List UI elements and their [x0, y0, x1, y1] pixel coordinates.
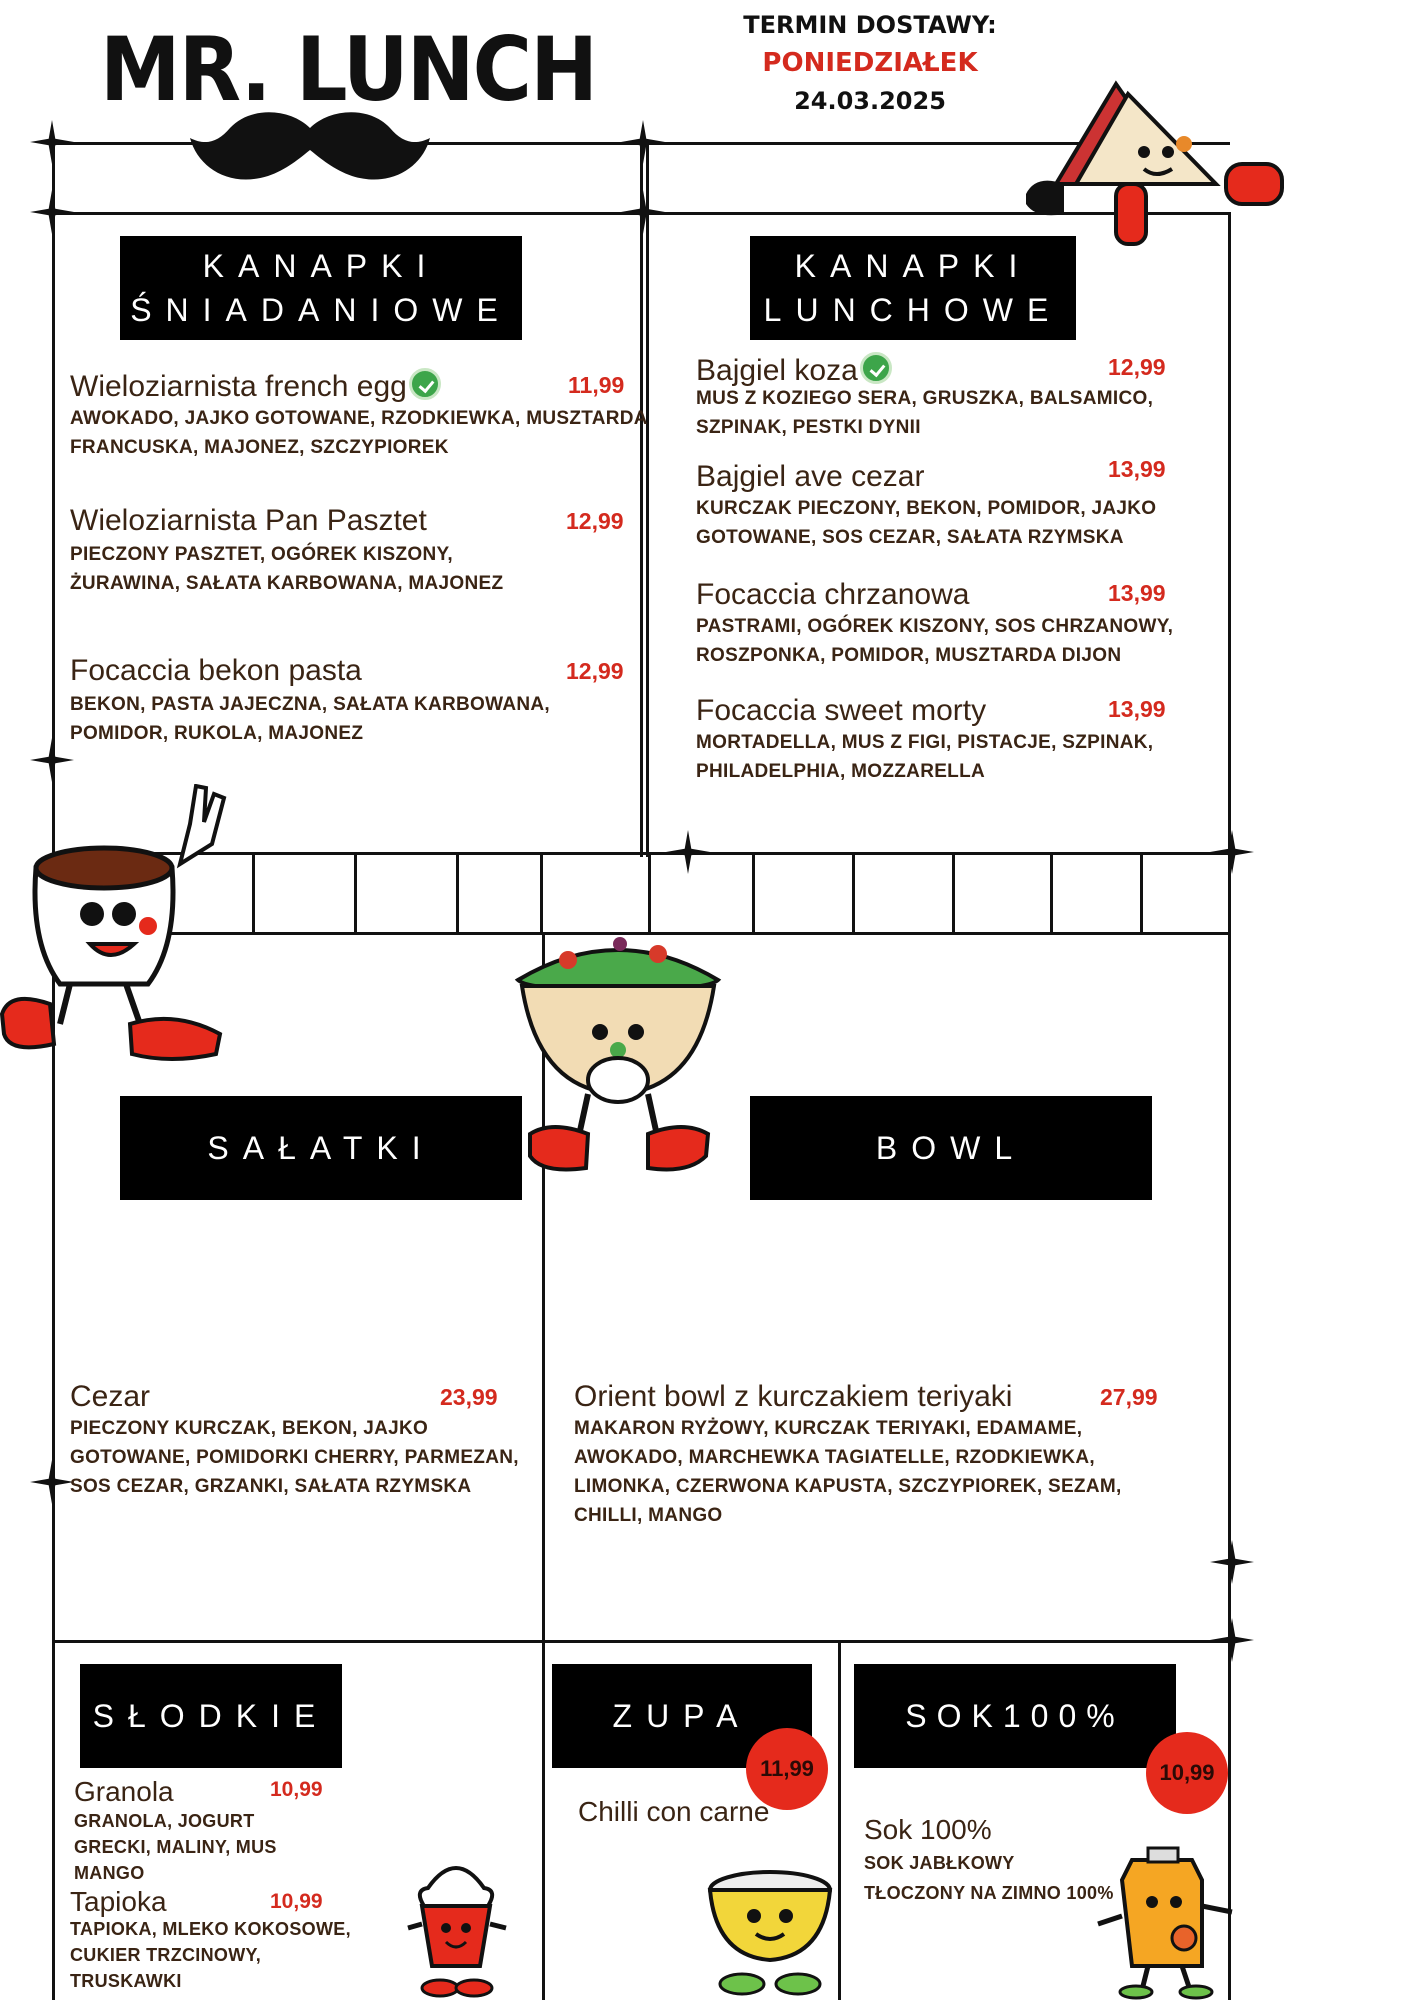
sparkle-icon [1210, 1618, 1254, 1662]
sparkle-icon [1210, 1540, 1254, 1584]
menu-item-name: Orient bowl z kurczakiem teriyaki [574, 1380, 1013, 1413]
delivery-day: PONIEDZIAŁEK [762, 48, 978, 78]
menu-item-desc: PIECZONY PASZTET, OGÓREK KISZONY, ŻURAWINA, SAŁATA KARBOWANA, MAJONEZ [70, 544, 504, 594]
menu-item-desc: MUS Z KOZIEGO SERA, GRUSZKA, BALSAMICO, SZPINAK, PESTKI DYNII [696, 388, 1154, 438]
menu-item-name: Focaccia bekon pasta [70, 654, 362, 687]
section-title-lunch [750, 236, 1076, 340]
menu-item-price: 11,99 [568, 372, 625, 398]
menu-item-price: 12,99 [1108, 354, 1166, 380]
menu-item-desc: PASTRAMI, OGÓREK KISZONY, SOS CHRZANOWY, ROSZPONKA, POMIDOR, MUSZTARDA DIJON [696, 616, 1174, 666]
menu-item-price: 10,99 [270, 1778, 323, 1801]
menu-item-desc: PIECZONY KURCZAK, BEKON, JAJKO GOTOWANE, POMIDORKI CHERRY, PARMEZAN, SOS CEZAR, GRZANKI, SAŁATA RZYMSKA [70, 1418, 519, 1497]
menu-item-price: 12,99 [566, 508, 624, 534]
ladder-rung [252, 852, 255, 934]
section-title-breakfast [120, 236, 522, 340]
menu-item-name: Focaccia sweet morty [696, 694, 987, 727]
vegetarian-icon [409, 368, 441, 400]
section-title-line: KANAPKI [794, 248, 1032, 284]
ladder-rung [456, 852, 459, 934]
section-title-soup: ZUPA [552, 1664, 812, 1768]
menu-item-desc: BEKON, PASTA JAJECZNA, SAŁATA KARBOWANA, POMIDOR, RUKOLA, MAJONEZ [70, 694, 550, 744]
delivery-date: 24.03.2025 [794, 87, 946, 115]
menu-item-desc: MORTADELLA, MUS Z FIGI, PISTACJE, SZPINAK, PHILADELPHIA, MOZZARELLA [696, 732, 1154, 782]
delivery-label: TERMIN DOSTAWY: [743, 11, 997, 39]
frame-right [1228, 212, 1231, 2000]
coffee-cup-mascot-icon [0, 784, 240, 1084]
menu-item-name: Granola [74, 1776, 174, 1807]
menu-item-name: Cezar [70, 1380, 151, 1413]
menu-item-price: 13,99 [1108, 580, 1166, 606]
section-title-line: LUNCHOWE [763, 292, 1063, 328]
menu-item-price: 13,99 [1108, 456, 1166, 482]
sparkle-icon [30, 1460, 74, 1504]
menu-item-name: Focaccia chrzanowa [696, 578, 970, 611]
menu-item-desc: SOK JABŁKOWY TŁOCZONY NA ZIMNO 100% [864, 1853, 1114, 1903]
menu-item-desc: KURCZAK PIECZONY, BEKON, POMIDOR, JAJKO GOTOWANE, SOS CEZAR, SAŁATA RZYMSKA [696, 498, 1157, 548]
sparkle-icon [30, 190, 74, 234]
ladder-rung [952, 852, 955, 934]
soup-bowl-mascot-icon [700, 1860, 840, 2000]
section-title-salads: SAŁATKI [120, 1096, 522, 1200]
section-title-juice: SOK100% [854, 1664, 1176, 1768]
divider-bottom-1 [542, 1640, 545, 2000]
section-title-line: ŚNIADANIOWE [130, 292, 512, 328]
menu-item-desc: AWOKADO, JAJKO GOTOWANE, RZODKIEWKA, MUSZTARDA FRANCUSKA, MAJONEZ, SZCZYPIOREK [70, 408, 648, 458]
menu-item-desc: MAKARON RYŻOWY, KURCZAK TERIYAKI, EDAMAME, AWOKADO, MARCHEWKA TAGIATELLE, RZODKIEWKA, LIMONKA, CZERWONA KAPUSTA, SZCZYPIOREK, SEZAM, CHILLI, MANGO [574, 1418, 1122, 1526]
sparkle-icon [666, 830, 710, 874]
menu-item-desc: GRANOLA, JOGURT GRECKI, MALINY, MUS MANGO [74, 1811, 277, 1883]
menu-item-price: 23,99 [440, 1384, 498, 1410]
menu-item-name: Wieloziarnista french egg [70, 368, 441, 404]
sparkle-icon [621, 190, 665, 234]
menu-item-name: Bajgiel koza [696, 352, 892, 388]
bottom-row-top [52, 1640, 1230, 1643]
ladder-rung [1050, 852, 1053, 934]
sparkle-icon [30, 120, 74, 164]
sparkle-icon [30, 738, 74, 782]
ladder-rung [852, 852, 855, 934]
sparkle-icon [621, 120, 665, 164]
ladder-rung [1140, 852, 1143, 934]
menu-item-name: Chilli con carne [578, 1796, 770, 1827]
mustache-icon [190, 106, 430, 188]
menu-item-name: Tapioka [70, 1886, 167, 1917]
section-title-sweets: SŁODKIE [80, 1664, 342, 1768]
menu-item-price: 13,99 [1108, 696, 1166, 722]
menu-item-price: 12,99 [566, 658, 624, 684]
vegetarian-icon [860, 352, 892, 384]
section-title-bowl: BOWL [750, 1096, 1152, 1200]
sparkle-icon [1210, 830, 1254, 874]
cupcake-mascot-icon [388, 1848, 524, 2000]
menu-item-desc: TAPIOKA, MLEKO KOKOSOWE, CUKIER TRZCINOWY, TRUSKAWKI [70, 1919, 351, 1991]
menu-item-name: Sok 100% [864, 1814, 992, 1845]
ladder-rung [354, 852, 357, 934]
divider-top-middle [640, 142, 643, 857]
section-title-line: KANAPKI [202, 248, 440, 284]
logo-text: MR. LUNCH [100, 18, 597, 121]
salad-bowl-mascot-icon [508, 920, 728, 1180]
juice-price-badge: 10,99 [1146, 1732, 1228, 1814]
soup-price-badge: 11,99 [746, 1728, 828, 1810]
menu-item-price: 10,99 [270, 1890, 323, 1913]
divider-top-middle-2 [646, 142, 649, 857]
sandwich-mascot-icon [1016, 74, 1286, 254]
ladder-rung [752, 852, 755, 934]
menu-item-name: Bajgiel ave cezar [696, 460, 925, 493]
menu-item-name: Wieloziarnista Pan Pasztet [70, 504, 427, 537]
delivery-info [700, 6, 1040, 120]
juice-carton-mascot-icon [1092, 1846, 1242, 2000]
menu-item-price: 27,99 [1100, 1384, 1158, 1410]
